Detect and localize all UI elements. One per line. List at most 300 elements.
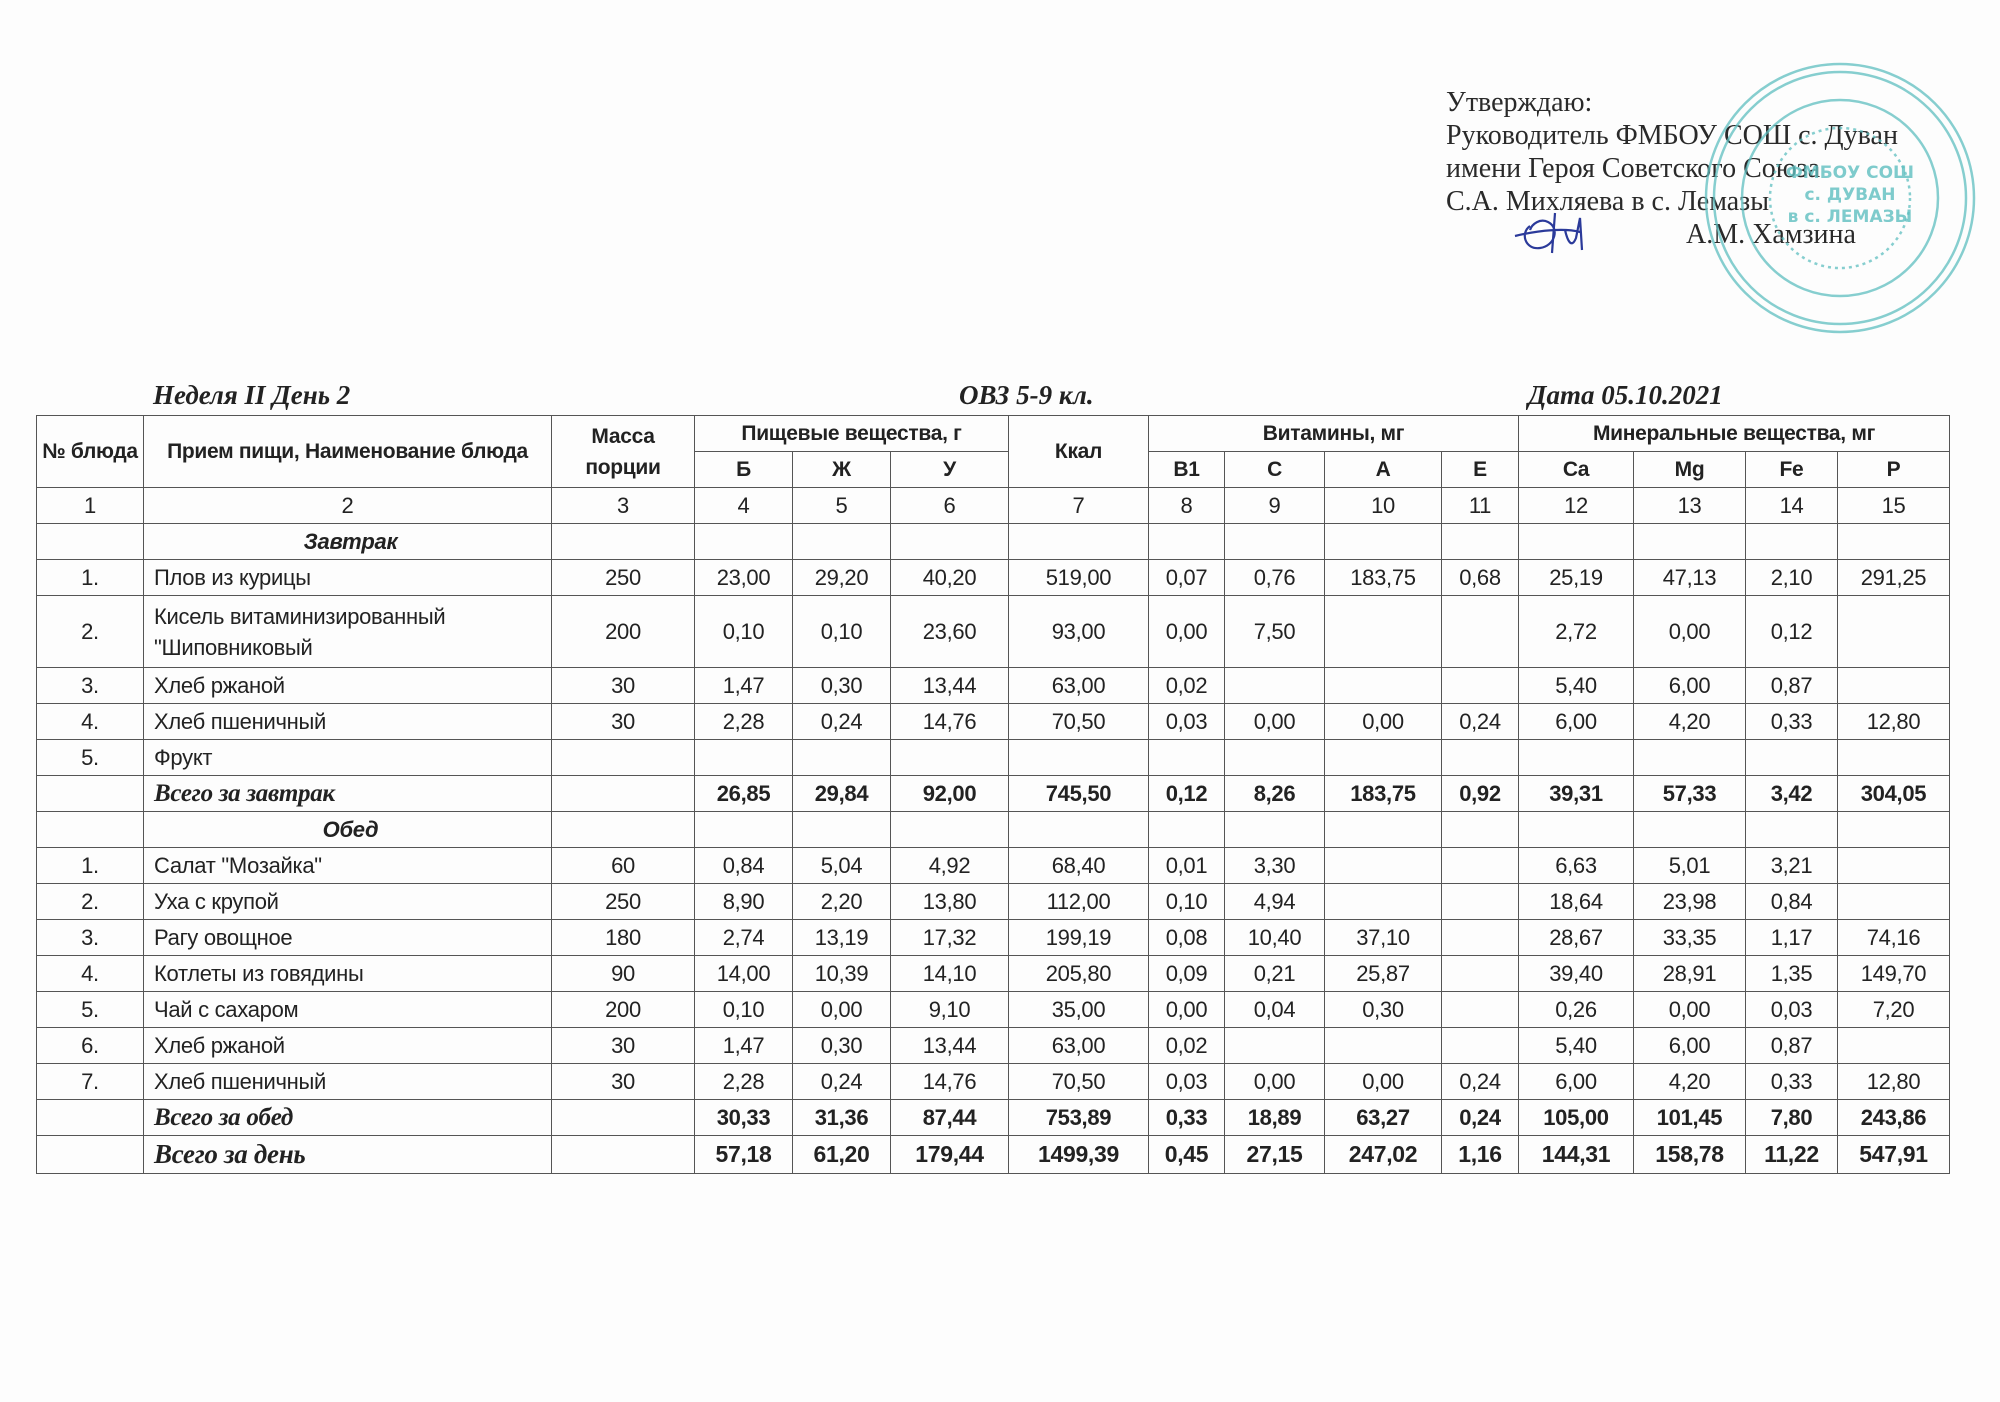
fat-cell: 29,20	[793, 560, 891, 596]
column-number: 1	[37, 488, 144, 524]
carbs-cell: 14,76	[891, 704, 1009, 740]
protein-cell: 23,00	[695, 560, 793, 596]
dish-number-cell: 6.	[37, 1028, 144, 1064]
calcium-cell	[1519, 740, 1634, 776]
column-number: 7	[1009, 488, 1149, 524]
carbs-cell: 13,44	[891, 668, 1009, 704]
vitamin-e-cell: 0,24	[1442, 1100, 1519, 1136]
magnesium-cell: 23,98	[1634, 884, 1746, 920]
column-number: 4	[695, 488, 793, 524]
table-row	[37, 956, 1950, 992]
vitamin-b1-cell: 0,00	[1149, 992, 1225, 1028]
column-number: 14	[1746, 488, 1838, 524]
table-row	[37, 992, 1950, 1028]
protein-cell: 14,00	[695, 956, 793, 992]
vitamin-a-cell: 63,27	[1325, 1100, 1442, 1136]
calcium-cell: 6,00	[1519, 704, 1634, 740]
vitamin-a-cell	[1325, 524, 1442, 560]
calcium-cell: 28,67	[1519, 920, 1634, 956]
vitamin-a-cell: 0,00	[1325, 704, 1442, 740]
vitamin-c-cell: 10,40	[1225, 920, 1325, 956]
vitamin-b1-cell: 0,02	[1149, 1028, 1225, 1064]
subheader-8: Ca	[1519, 452, 1634, 488]
table-row	[37, 848, 1950, 884]
kcal-cell: 112,00	[1009, 884, 1149, 920]
protein-cell: 0,10	[695, 596, 793, 668]
vitamin-a-cell: 183,75	[1325, 560, 1442, 596]
kcal-cell: 35,00	[1009, 992, 1149, 1028]
carbs-cell	[891, 524, 1009, 560]
vitamin-b1-cell: 0,09	[1149, 956, 1225, 992]
vitamin-b1-cell: 0,07	[1149, 560, 1225, 596]
phosphorus-cell: 547,91	[1838, 1136, 1950, 1174]
portion-mass-cell: 180	[552, 920, 695, 956]
calcium-cell: 0,26	[1519, 992, 1634, 1028]
magnesium-cell	[1634, 524, 1746, 560]
carbs-cell: 23,60	[891, 596, 1009, 668]
kcal-cell	[1009, 524, 1149, 560]
protein-cell: 8,90	[695, 884, 793, 920]
table-row	[37, 668, 1950, 704]
table-row	[37, 1064, 1950, 1100]
kcal-cell: 519,00	[1009, 560, 1149, 596]
carbs-cell: 4,92	[891, 848, 1009, 884]
vitamin-e-cell	[1442, 524, 1519, 560]
protein-cell	[695, 812, 793, 848]
approval-line: Руководитель ФМБОУ СОШ с. Дуван	[1446, 120, 1898, 151]
portion-mass-cell: 250	[552, 560, 695, 596]
table-row	[37, 1028, 1950, 1064]
vitamin-b1-cell	[1149, 740, 1225, 776]
iron-cell: 0,33	[1746, 704, 1838, 740]
stamp-text: с. ДУВАН	[1804, 185, 1896, 205]
iron-cell	[1746, 524, 1838, 560]
protein-cell	[695, 740, 793, 776]
iron-cell: 0,87	[1746, 1028, 1838, 1064]
subheader-11: P	[1838, 452, 1950, 488]
carbs-cell: 179,44	[891, 1136, 1009, 1174]
table-row	[37, 884, 1950, 920]
column-number: 15	[1838, 488, 1950, 524]
subheader-7: Е	[1442, 452, 1519, 488]
vitamin-b1-cell: 0,08	[1149, 920, 1225, 956]
fat-cell: 13,19	[793, 920, 891, 956]
fat-cell: 0,24	[793, 1064, 891, 1100]
calcium-cell: 144,31	[1519, 1136, 1634, 1174]
dish-number-cell: 3.	[37, 920, 144, 956]
vitamin-c-cell	[1225, 1028, 1325, 1064]
vitamin-c-cell: 3,30	[1225, 848, 1325, 884]
fat-cell: 61,20	[793, 1136, 891, 1174]
vitamin-b1-cell: 0,03	[1149, 1064, 1225, 1100]
table-row	[37, 560, 1950, 596]
fat-cell: 2,20	[793, 884, 891, 920]
vitamin-b1-cell: 0,02	[1149, 668, 1225, 704]
calcium-cell: 5,40	[1519, 668, 1634, 704]
header-vitamins: Витамины, мг	[1149, 416, 1519, 452]
total-row	[37, 1136, 1950, 1174]
vitamin-a-cell	[1325, 1028, 1442, 1064]
dish-number-cell: 1.	[37, 848, 144, 884]
phosphorus-cell: 149,70	[1838, 956, 1950, 992]
vitamin-c-cell: 0,21	[1225, 956, 1325, 992]
dish-name-cell: Уха с крупой	[144, 884, 552, 920]
vitamin-a-cell: 37,10	[1325, 920, 1442, 956]
protein-cell: 0,10	[695, 992, 793, 1028]
calcium-cell: 18,64	[1519, 884, 1634, 920]
protein-cell: 2,74	[695, 920, 793, 956]
portion-mass-cell: 200	[552, 992, 695, 1028]
vitamin-a-cell: 183,75	[1325, 776, 1442, 812]
kcal-cell: 70,50	[1009, 704, 1149, 740]
magnesium-cell: 0,00	[1634, 596, 1746, 668]
magnesium-cell: 28,91	[1634, 956, 1746, 992]
header-mass: Масса порции	[552, 416, 695, 488]
dish-name-cell: Хлеб ржаной	[144, 1028, 552, 1064]
fat-cell	[793, 740, 891, 776]
header-name: Прием пищи, Наименование блюда	[144, 416, 552, 488]
vitamin-e-cell: 1,16	[1442, 1136, 1519, 1174]
fat-cell	[793, 812, 891, 848]
date-title: Дата 05.10.2021	[1528, 380, 1723, 410]
dish-number-cell: 2.	[37, 884, 144, 920]
dish-name-cell: Всего за обед	[144, 1100, 552, 1136]
fat-cell: 0,00	[793, 992, 891, 1028]
table-row	[37, 704, 1950, 740]
fat-cell: 5,04	[793, 848, 891, 884]
dish-number-cell: 1.	[37, 560, 144, 596]
phosphorus-cell: 291,25	[1838, 560, 1950, 596]
carbs-cell: 9,10	[891, 992, 1009, 1028]
vitamin-e-cell: 0,68	[1442, 560, 1519, 596]
portion-mass-cell: 30	[552, 1064, 695, 1100]
protein-cell: 1,47	[695, 668, 793, 704]
carbs-cell: 13,44	[891, 1028, 1009, 1064]
carbs-cell: 92,00	[891, 776, 1009, 812]
vitamin-b1-cell: 0,03	[1149, 704, 1225, 740]
kcal-cell: 199,19	[1009, 920, 1149, 956]
calcium-cell: 39,31	[1519, 776, 1634, 812]
phosphorus-cell	[1838, 848, 1950, 884]
table-row	[37, 740, 1950, 776]
dish-number-cell: 2.	[37, 596, 144, 668]
vitamin-e-cell	[1442, 884, 1519, 920]
subheader-3: У	[891, 452, 1009, 488]
vitamin-a-cell	[1325, 812, 1442, 848]
vitamin-e-cell	[1442, 812, 1519, 848]
vitamin-c-cell: 8,26	[1225, 776, 1325, 812]
magnesium-cell: 6,00	[1634, 1028, 1746, 1064]
iron-cell: 0,33	[1746, 1064, 1838, 1100]
vitamin-c-cell: 7,50	[1225, 596, 1325, 668]
kcal-cell	[1009, 740, 1149, 776]
vitamin-a-cell: 0,30	[1325, 992, 1442, 1028]
calcium-cell: 39,40	[1519, 956, 1634, 992]
fat-cell: 10,39	[793, 956, 891, 992]
phosphorus-cell	[1838, 812, 1950, 848]
iron-cell: 7,80	[1746, 1100, 1838, 1136]
phosphorus-cell: 243,86	[1838, 1100, 1950, 1136]
dish-name-cell: Кисель витаминизированный "Шиповниковый	[144, 596, 552, 668]
vitamin-b1-cell: 0,45	[1149, 1136, 1225, 1174]
kcal-cell: 753,89	[1009, 1100, 1149, 1136]
iron-cell: 1,35	[1746, 956, 1838, 992]
portion-mass-cell: 60	[552, 848, 695, 884]
subheader-6: А	[1325, 452, 1442, 488]
kcal-cell: 68,40	[1009, 848, 1149, 884]
magnesium-cell	[1634, 812, 1746, 848]
vitamin-e-cell	[1442, 992, 1519, 1028]
portion-mass-cell	[552, 1136, 695, 1174]
vitamin-a-cell	[1325, 848, 1442, 884]
protein-cell: 30,33	[695, 1100, 793, 1136]
magnesium-cell: 33,35	[1634, 920, 1746, 956]
section-row	[37, 812, 1950, 848]
vitamin-e-cell	[1442, 956, 1519, 992]
total-row	[37, 1100, 1950, 1136]
kcal-cell: 63,00	[1009, 668, 1149, 704]
vitamin-a-cell	[1325, 668, 1442, 704]
iron-cell: 1,17	[1746, 920, 1838, 956]
magnesium-cell: 0,00	[1634, 992, 1746, 1028]
protein-cell: 57,18	[695, 1136, 793, 1174]
kcal-cell: 93,00	[1009, 596, 1149, 668]
signature	[1510, 208, 1610, 258]
magnesium-cell: 158,78	[1634, 1136, 1746, 1174]
vitamin-e-cell	[1442, 740, 1519, 776]
fat-cell: 29,84	[793, 776, 891, 812]
vitamin-a-cell: 0,00	[1325, 1064, 1442, 1100]
dish-name-cell: Обед	[144, 812, 552, 848]
vitamin-b1-cell: 0,33	[1149, 1100, 1225, 1136]
dish-name-cell: Рагу овощное	[144, 920, 552, 956]
vitamin-a-cell: 247,02	[1325, 1136, 1442, 1174]
protein-cell: 26,85	[695, 776, 793, 812]
vitamin-e-cell	[1442, 596, 1519, 668]
protein-cell	[695, 524, 793, 560]
dish-number-cell	[37, 1136, 144, 1174]
iron-cell: 2,10	[1746, 560, 1838, 596]
vitamin-c-cell: 27,15	[1225, 1136, 1325, 1174]
kcal-cell: 1499,39	[1009, 1136, 1149, 1174]
dish-name-cell: Чай с сахаром	[144, 992, 552, 1028]
vitamin-e-cell: 0,92	[1442, 776, 1519, 812]
carbs-cell: 13,80	[891, 884, 1009, 920]
vitamin-c-cell: 18,89	[1225, 1100, 1325, 1136]
week-day-title: Неделя II День 2	[153, 380, 351, 410]
carbs-cell: 14,76	[891, 1064, 1009, 1100]
kcal-cell	[1009, 812, 1149, 848]
kcal-cell: 205,80	[1009, 956, 1149, 992]
calcium-cell: 6,63	[1519, 848, 1634, 884]
vitamin-b1-cell: 0,12	[1149, 776, 1225, 812]
fat-cell: 0,24	[793, 704, 891, 740]
phosphorus-cell	[1838, 524, 1950, 560]
protein-cell: 2,28	[695, 1064, 793, 1100]
column-number: 13	[1634, 488, 1746, 524]
iron-cell	[1746, 812, 1838, 848]
vitamin-e-cell	[1442, 1028, 1519, 1064]
dish-number-cell	[37, 776, 144, 812]
phosphorus-cell	[1838, 668, 1950, 704]
iron-cell: 0,12	[1746, 596, 1838, 668]
portion-mass-cell: 30	[552, 668, 695, 704]
vitamin-c-cell	[1225, 812, 1325, 848]
dish-number-cell: 4.	[37, 704, 144, 740]
stamp-text: ФМБОУ СОШ	[1785, 163, 1915, 183]
vitamin-c-cell: 4,94	[1225, 884, 1325, 920]
subheader-1: Б	[695, 452, 793, 488]
header-kcal: Ккал	[1009, 416, 1149, 488]
dish-name-cell: Плов из курицы	[144, 560, 552, 596]
magnesium-cell: 101,45	[1634, 1100, 1746, 1136]
column-number: 8	[1149, 488, 1225, 524]
vitamin-b1-cell	[1149, 524, 1225, 560]
protein-cell: 0,84	[695, 848, 793, 884]
dish-name-cell: Салат "Мозайка"	[144, 848, 552, 884]
portion-mass-cell: 90	[552, 956, 695, 992]
dish-name-cell: Всего за завтрак	[144, 776, 552, 812]
dish-name-cell: Всего за день	[144, 1136, 552, 1174]
carbs-cell: 14,10	[891, 956, 1009, 992]
iron-cell: 0,87	[1746, 668, 1838, 704]
phosphorus-cell: 12,80	[1838, 1064, 1950, 1100]
vitamin-a-cell	[1325, 740, 1442, 776]
dish-name-cell: Завтрак	[144, 524, 552, 560]
phosphorus-cell: 74,16	[1838, 920, 1950, 956]
calcium-cell: 25,19	[1519, 560, 1634, 596]
portion-mass-cell	[552, 1100, 695, 1136]
magnesium-cell: 47,13	[1634, 560, 1746, 596]
calcium-cell: 6,00	[1519, 1064, 1634, 1100]
stamp-text: в с. ЛЕМАЗЫ	[1787, 207, 1913, 227]
kcal-cell: 63,00	[1009, 1028, 1149, 1064]
magnesium-cell: 57,33	[1634, 776, 1746, 812]
official-stamp	[1700, 58, 1980, 338]
magnesium-cell: 4,20	[1634, 704, 1746, 740]
approval-line: имени Героя Советского Союза	[1446, 153, 1821, 184]
vitamin-a-cell: 25,87	[1325, 956, 1442, 992]
header-nutrients: Пищевые вещества, г	[695, 416, 1009, 452]
subheader-9: Mg	[1634, 452, 1746, 488]
fat-cell: 0,30	[793, 668, 891, 704]
portion-mass-cell: 250	[552, 884, 695, 920]
phosphorus-cell	[1838, 596, 1950, 668]
vitamin-c-cell: 0,00	[1225, 704, 1325, 740]
vitamin-e-cell	[1442, 920, 1519, 956]
column-number: 10	[1325, 488, 1442, 524]
column-number: 6	[891, 488, 1009, 524]
subheader-2: Ж	[793, 452, 891, 488]
vitamin-e-cell	[1442, 848, 1519, 884]
carbs-cell: 87,44	[891, 1100, 1009, 1136]
calcium-cell: 105,00	[1519, 1100, 1634, 1136]
fat-cell: 0,10	[793, 596, 891, 668]
carbs-cell	[891, 812, 1009, 848]
vitamin-c-cell: 0,76	[1225, 560, 1325, 596]
subheader-4: В1	[1149, 452, 1225, 488]
fat-cell: 0,30	[793, 1028, 891, 1064]
dish-name-cell: Хлеб пшеничный	[144, 1064, 552, 1100]
kcal-cell: 70,50	[1009, 1064, 1149, 1100]
iron-cell	[1746, 740, 1838, 776]
menu-table	[36, 415, 1950, 1174]
header-minerals: Минеральные вещества, мг	[1519, 416, 1950, 452]
vitamin-c-cell	[1225, 524, 1325, 560]
iron-cell: 3,42	[1746, 776, 1838, 812]
iron-cell: 11,22	[1746, 1136, 1838, 1174]
vitamin-c-cell: 0,04	[1225, 992, 1325, 1028]
dish-number-cell: 4.	[37, 956, 144, 992]
calcium-cell: 2,72	[1519, 596, 1634, 668]
dish-name-cell: Хлеб пшеничный	[144, 704, 552, 740]
calcium-cell: 5,40	[1519, 1028, 1634, 1064]
portion-mass-cell: 30	[552, 1028, 695, 1064]
magnesium-cell: 5,01	[1634, 848, 1746, 884]
column-number: 9	[1225, 488, 1325, 524]
dish-number-cell: 3.	[37, 668, 144, 704]
column-number: 3	[552, 488, 695, 524]
iron-cell: 3,21	[1746, 848, 1838, 884]
dish-number-cell: 5.	[37, 740, 144, 776]
iron-cell: 0,84	[1746, 884, 1838, 920]
protein-cell: 2,28	[695, 704, 793, 740]
vitamin-a-cell	[1325, 884, 1442, 920]
vitamin-b1-cell: 0,01	[1149, 848, 1225, 884]
phosphorus-cell: 7,20	[1838, 992, 1950, 1028]
fat-cell	[793, 524, 891, 560]
header-num: № блюда	[37, 416, 144, 488]
total-row	[37, 776, 1950, 812]
subheader-5: С	[1225, 452, 1325, 488]
magnesium-cell: 6,00	[1634, 668, 1746, 704]
column-number: 12	[1519, 488, 1634, 524]
section-row	[37, 524, 1950, 560]
column-number: 2	[144, 488, 552, 524]
phosphorus-cell: 12,80	[1838, 704, 1950, 740]
vitamin-e-cell	[1442, 668, 1519, 704]
calcium-cell	[1519, 524, 1634, 560]
vitamin-c-cell	[1225, 740, 1325, 776]
vitamin-e-cell: 0,24	[1442, 704, 1519, 740]
carbs-cell: 17,32	[891, 920, 1009, 956]
phosphorus-cell	[1838, 1028, 1950, 1064]
column-number: 11	[1442, 488, 1519, 524]
protein-cell: 1,47	[695, 1028, 793, 1064]
portion-mass-cell	[552, 524, 695, 560]
dish-name-cell: Котлеты из говядины	[144, 956, 552, 992]
dish-name-cell: Хлеб ржаной	[144, 668, 552, 704]
column-number: 5	[793, 488, 891, 524]
group-title: ОВЗ 5-9 кл.	[959, 380, 1094, 410]
approval-line: С.А. Михляева в с. Лемазы	[1446, 186, 1770, 217]
phosphorus-cell	[1838, 740, 1950, 776]
fat-cell: 31,36	[793, 1100, 891, 1136]
calcium-cell	[1519, 812, 1634, 848]
portion-mass-cell: 200	[552, 596, 695, 668]
vitamin-b1-cell: 0,10	[1149, 884, 1225, 920]
dish-number-cell: 5.	[37, 992, 144, 1028]
phosphorus-cell: 304,05	[1838, 776, 1950, 812]
vitamin-c-cell: 0,00	[1225, 1064, 1325, 1100]
subheader-10: Fe	[1746, 452, 1838, 488]
portion-mass-cell: 30	[552, 704, 695, 740]
vitamin-a-cell	[1325, 596, 1442, 668]
dish-number-cell	[37, 524, 144, 560]
portion-mass-cell	[552, 740, 695, 776]
approval-line: Утверждаю:	[1446, 87, 1593, 118]
vitamin-e-cell: 0,24	[1442, 1064, 1519, 1100]
